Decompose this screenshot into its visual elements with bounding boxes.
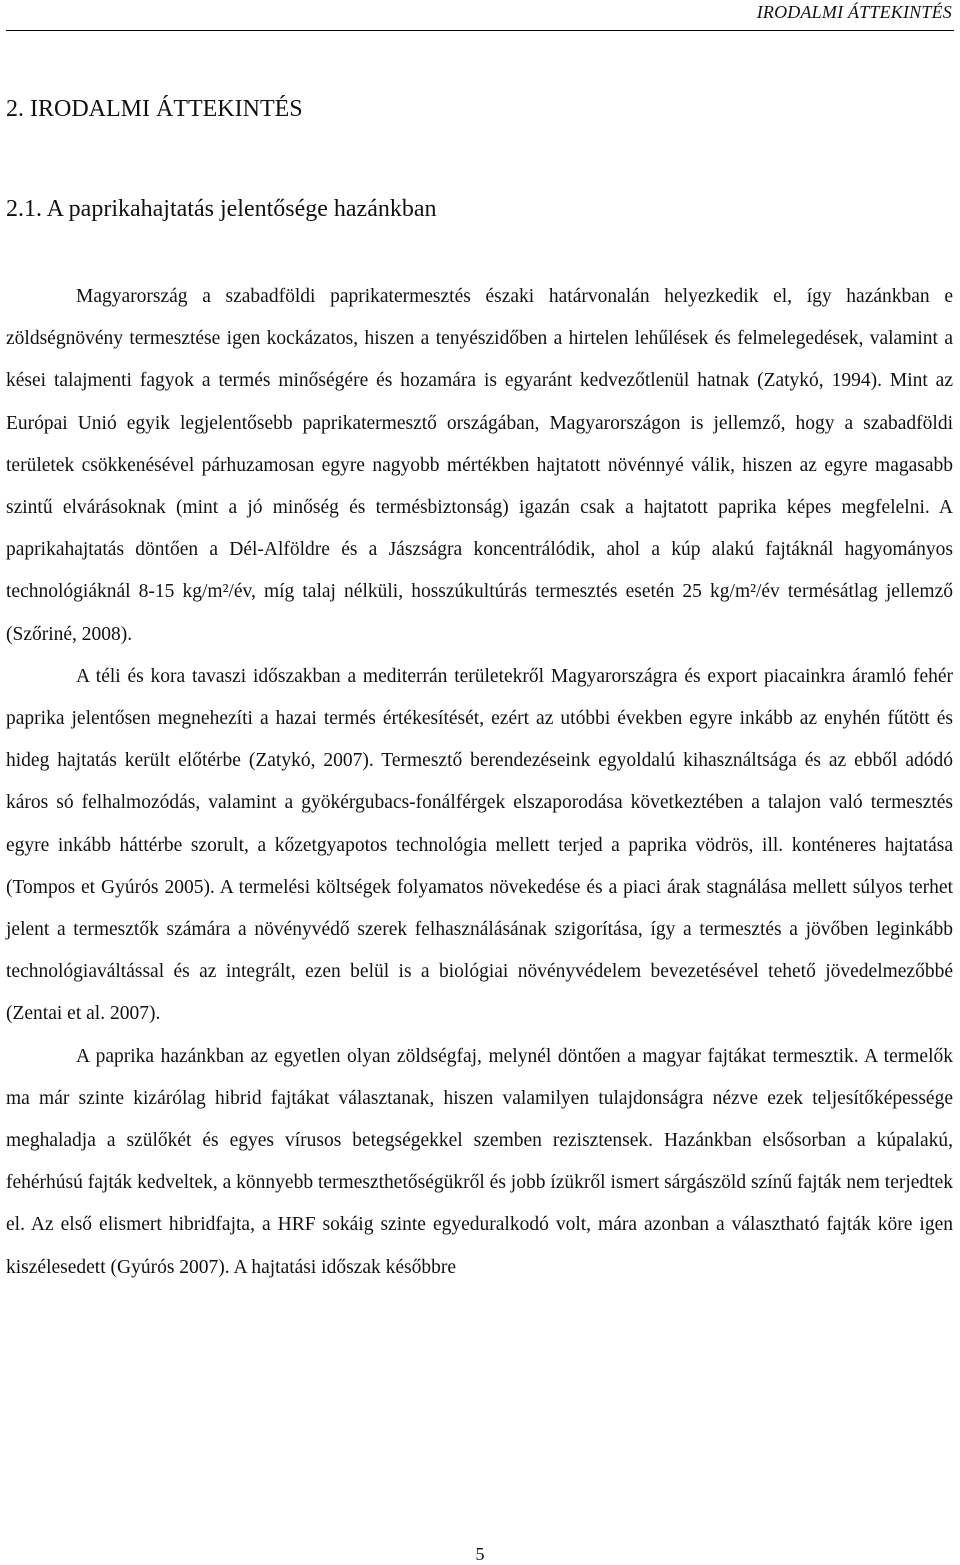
paragraph-2: A téli és kora tavaszi időszakban a mediterrán területekről Magyarországra és export piacainkra áramló fehér paprika jelentősen megnehezíti a hazai termés értékesítését, ezért az utóbbi években egyre inkább az enyhén fűtött és hideg hajtatás került előtérbe (Zatykó, 2007). Termesztő berendezéseink egyoldalú kihasználtsága és az ebből adódó káros só felhalmozódás, valamint a gyökérgubacs-fonálférgek elszaporodása következtében a talajon való termesztés egyre inkább háttérbe szorult, a kőzetgyapotos technológia mellett terjed a paprika vödrös, ill. konténeres hajtatása (Tompos et Gyúrós 2005). A termelési költségek folyamatos növekedése és a piaci árak stagnálása mellett súlyos terhet jelent a termesztők számára a növényvédő szerek felhasználásának szigorítása, így a termesztés a jövőben leginkább technológiaváltással és az integrált, ezen belül is a biológiai növényvédelem bevezetésével tehető jövedelmezőbbé (Zentai et al. 2007).	[6, 665, 953, 1025]
chapter-title: 2. IRODALMI ÁTTEKINTÉS	[6, 96, 303, 122]
running-header: IRODALMI ÁTTEKINTÉS	[756, 2, 952, 22]
header-rule	[6, 30, 954, 31]
page-number: 5	[475, 1544, 485, 1564]
paragraph-3: A paprika hazánkban az egyetlen olyan zöldségfaj, melynél döntően a magyar fajtákat termesztik. A termelők ma már szinte kizárólag hibrid fajtákat választanak, hiszen valamilyen tulajdonságra nézve ezek teljesítőképessége meghaladja a szülőkét és egyes vírusos betegségekkel szemben rezisztensek. Hazánkban elsősorban a kúpalakú, fehérhúsú fajták kedveltek, a könnyebb termeszthetőségükről és jobb ízükről ismert sárgászöld színű fajták nem terjedtek el. Az első elismert hibridfajta, a HRF sokáig szinte egyeduralkodó volt, mára azonban a választható fajták köre igen kiszélesedett (Gyúrós 2007). A hajtatási időszak későbbre	[6, 1045, 953, 1278]
body-text	[6, 276, 953, 1289]
paragraph-1: Magyarország a szabadföldi paprikatermesztés északi határvonalán helyezkedik el, így hazánkban e zöldségnövény termesztése igen kockázatos, hiszen a tenyészidőben a hirtelen lehűlések és felmelegedések, valamint a kései talajmenti fagyok a termés minőségére és hozamára is egyaránt kedvezőtlenül hatnak (Zatykó, 1994). Mint az Európai Unió egyik legjelentősebb paprikatermesztő országában, Magyarországon is jellemző, hogy a szabadföldi területek csökkenésével párhuzamosan egyre nagyobb mértékben hajtatott növénnyé válik, hiszen az egyre magasabb szintű elvárásoknak (mint a jó minőség és termésbiztonság) igazán csak a hajtatott paprika képes megfelelni. A paprikahajtatás döntően a Dél-Alföldre és a Jászságra koncentrálódik, ahol a kúp alakú fajtáknál hagyományos technológiáknál 8-15 kg/m²/év, míg talaj nélküli, hosszúkultúrás termesztés esetén 25 kg/m²/év termésátlag jellemző (Szőriné, 2008).	[6, 286, 953, 645]
section-title: 2.1. A paprikahajtatás jelentősége hazánkban	[6, 196, 437, 222]
